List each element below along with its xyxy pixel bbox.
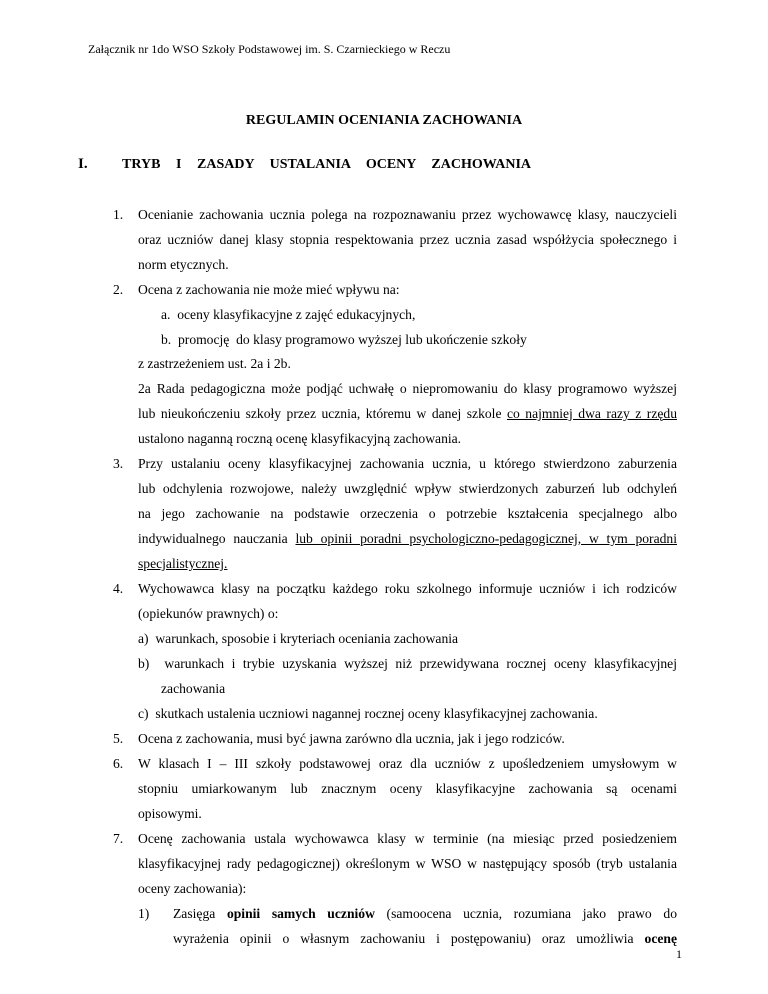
page-number: 1	[676, 947, 682, 961]
item-7-line: klasyfikacyjnej rady pedagogicznej) określonym w WSO w następujący sposób (tryb ustalania	[138, 856, 677, 871]
item-2a-line	[138, 405, 677, 423]
bold-text: ocenę	[644, 931, 677, 946]
item-6-line: W klasach I – III szkoły podstawowej oraz dla uczniów z upośledzeniem umysłowym w	[138, 756, 677, 771]
item-number: 4.	[113, 581, 124, 596]
item-5-text: Ocena z zachowania, musi być jawna zarówno dla ucznia, jak i jego rodziców.	[138, 731, 565, 746]
item-7-line: Ocenę zachowania ustala wychowawca klasy w terminie (na miesiąc przed posiedzeniem	[138, 831, 677, 846]
item-number: 1.	[113, 207, 124, 222]
text-span: (samoocena ucznia, rozumiana jako prawo do	[374, 906, 677, 921]
item-4-sub-b: b) warunkach i trybie uzyskania wyższej niż przewidywana rocznej oceny klasyfikacyjnej	[138, 656, 677, 671]
item-4-line: (opiekunów prawnych) o:	[138, 606, 279, 621]
item-2-text: Ocena z zachowania nie może mieć wpływu na:	[138, 282, 400, 297]
item-3-line	[138, 530, 677, 548]
underlined-text: lub opinii poradni psychologiczno-pedagogicznej, w tym poradni	[295, 531, 677, 546]
text-span: lub nieukończeniu szkoły przez ucznia, któremu w danej szkole	[138, 406, 507, 421]
page-header: Załącznik nr 1do WSO Szkoły Podstawowej im. S. Czarnieckiego w Reczu	[88, 42, 451, 56]
item-6-line: stopniu umiarkowanym lub znacznym oceny klasyfikacyjne zachowania są ocenami	[138, 781, 677, 796]
item-1-line: norm etycznych.	[138, 257, 229, 272]
section-number: I.	[78, 156, 88, 172]
item-number: 2.	[113, 282, 124, 297]
item-7-line: oceny zachowania):	[138, 881, 247, 896]
item-2a-line: 2a Rada pedagogiczna może podjąć uchwałę o niepromowaniu do klasy programowo wyższej	[138, 381, 677, 396]
item-2-sub-b: b. promocję do klasy programowo wyższej lub ukończenie szkoły	[161, 332, 527, 347]
item-number: 5.	[113, 731, 124, 746]
item-number: 7.	[113, 831, 124, 846]
item-3-line	[138, 555, 227, 573]
item-2-sub-a: a. oceny klasyfikacyjne z zajęć edukacyjnych,	[161, 307, 416, 322]
item-number: 3.	[113, 456, 124, 471]
text-span: Zasięga	[173, 906, 227, 921]
item-6-line: opisowymi.	[138, 806, 202, 821]
item-4-line: Wychowawca klasy na początku każdego roku szkolnego informuje uczniów i ich rodziców	[138, 581, 677, 596]
subitem-number: 1)	[138, 906, 150, 921]
underlined-text: specjalistycznej.	[138, 556, 228, 571]
subitem-1-line	[173, 930, 677, 948]
item-4-sub-b-cont: zachowania	[161, 681, 226, 696]
item-3-line: na jego zachowanie na podstawie orzeczenia o potrzebie kształcenia specjalnego albo	[138, 506, 677, 521]
subitem-1-line	[173, 905, 677, 923]
item-3-line: lub odchylenia rozwojowe, należy uwzględnić wpływ stwierdzonych zaburzeń lub odchyleń	[138, 481, 677, 496]
item-number: 6.	[113, 756, 124, 771]
item-2-note: z zastrzeżeniem ust. 2a i 2b.	[138, 356, 291, 371]
item-4-sub-a: a) warunkach, sposobie i kryteriach oceniania zachowania	[138, 631, 459, 646]
text-span: indywidualnego nauczania	[138, 531, 296, 546]
item-4-sub-c: c) skutkach ustalenia uczniowi nagannej rocznej oceny klasyfikacyjnej zachowania.	[138, 706, 598, 721]
item-2a-line: ustalono naganną roczną ocenę klasyfikacyjną zachowania.	[138, 431, 462, 446]
item-3-line: Przy ustalaniu oceny klasyfikacyjnej zachowania ucznia, u którego stwierdzono zaburzenia	[138, 456, 677, 471]
bold-text: opinii samych uczniów	[226, 906, 375, 921]
item-1-line: Ocenianie zachowania ucznia polega na rozpoznawaniu przez wychowawcę klasy, nauczycieli	[138, 207, 677, 222]
text-span: wyrażenia opinii o własnym zachowaniu i postępowaniu) oraz umożliwia	[173, 931, 645, 946]
underlined-text: co najmniej dwa razy z rzędu	[506, 406, 677, 421]
section-title: TRYB I ZASADY USTALANIA OCENY ZACHOWANIA	[122, 157, 531, 172]
document-title: REGULAMIN OCENIANIA ZACHOWANIA	[245, 113, 523, 128]
item-1-line: oraz uczniów danej klasy stopnia respektowania przez ucznia zasad współżycia społecznego i	[138, 232, 677, 247]
